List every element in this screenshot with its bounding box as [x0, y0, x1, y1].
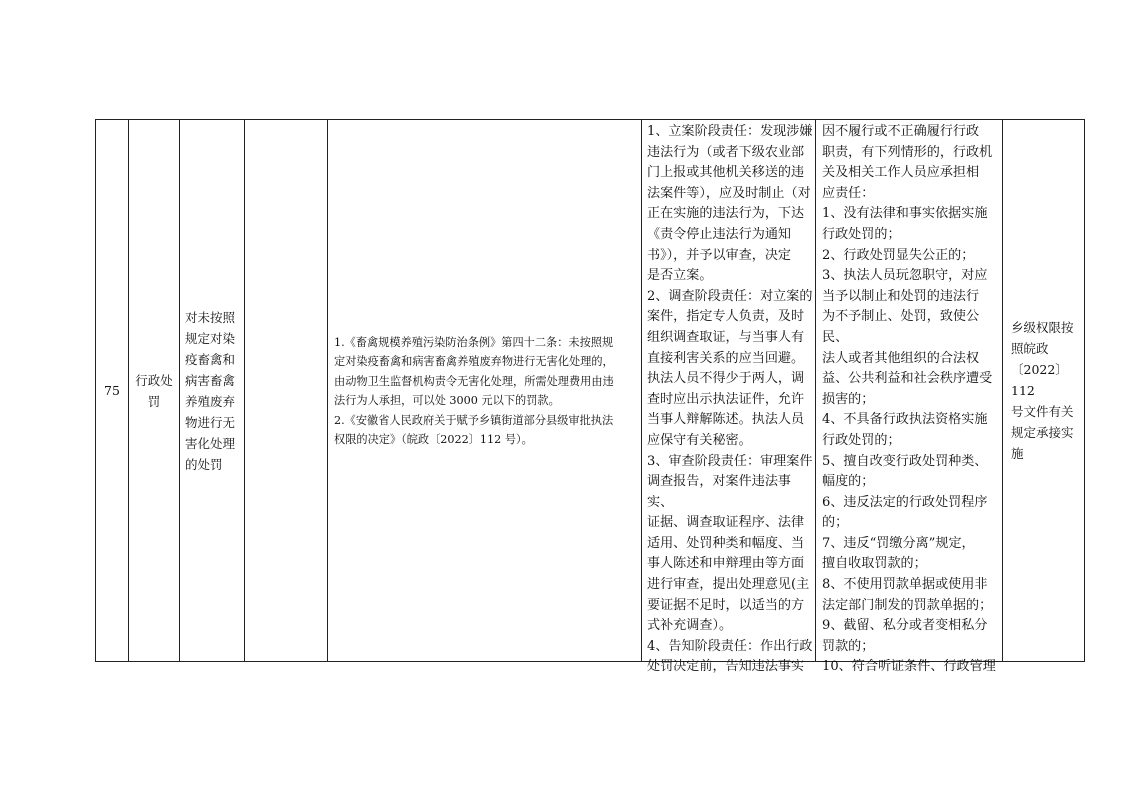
item-cell [180, 120, 244, 661]
remarks-cell [1003, 120, 1085, 661]
responsibility-text: 1、立案阶段责任：发现涉嫌 违法行为（或者下级农业部 门上报或其他机关移送的违 法案件等），应及时制止（对 正在实施的违法行为，下达 《责令停止违法行为通知 书》），并予以审查，决定 是否立案。 2、调查阶段责任：对立案的 案件，指定专人负责，及时 组织调查取证，与当事人有 直接利害关系的应当回避。 执法人员不得少于两人，调 查时应出示执法证件，允许 当事人辩解陈述。执法人员 应保守有关秘密。 3、审查阶段责任：审理案件 调查报告，对案件违法事实、 证据、调查取证程序、法律 适用、处罚种类和幅度、当 事人陈述和申辩理由等方面 进行审查，提出处理意见(主 要证据不足时，以适当的方 式补充调查）。 4、告知阶段责任：作出行政 处罚决定前，告知违法事实 [647, 124, 813, 675]
accountability-cell [816, 120, 1002, 675]
sub-item-cell [245, 120, 327, 661]
legal-basis-text: 1.《畜禽规模养殖污染防治条例》第四十二条：未按照规 定对染疫畜禽和病害畜禽养殖废弃物进行无害化处理的， 由动物卫生监督机构责令无害化处理，所需处理费用由违 法行为人承担，可以处 3000 元以下的罚款。 2.《安徽省人民政府关于赋予乡镇街道部分县级审批执法 权限的决定》（皖政〔2022〕112 号）。 [334, 335, 614, 446]
category-cell [129, 120, 179, 661]
responsibility-cell [642, 120, 815, 675]
row-number-cell [96, 120, 128, 661]
row-number: 75 [104, 383, 120, 398]
category-text: 行政处 罚 [135, 372, 173, 409]
basis-cell [328, 120, 641, 661]
accountability-text: 因不履行或不正确履行行政 职责，有下列情形的，行政机 关及相关工作人员应承担相 应责任： 1、没有法律和事实依据实施 行政处罚的； 2、行政处罚显失公正的； 3、执法人员玩忽职守，对应 当予以制止和处罚的违法行 为不予制止、处罚，致使公民、 法人或者其他组织的合法权 益、公共利益和社会秩序遭受 损害的； 4、不具备行政执法资格实施 行政处罚的； 5、擅自改变行政处罚种类、 幅度的； 6、违反法定的行政处罚程序 的； 7、违反“罚缴分离”规定， 擅自收取罚款的； 8、不使用罚款单据或使用非 法定部门制发的罚款单据的； 9、截留、私分或者变相私分 罚款的； 10、符合听证条件、行政管理 [822, 124, 996, 675]
remarks-text: 乡级权限按 照皖政 〔2022〕112 号文件有关 规定承接实 施 [1011, 320, 1074, 461]
responsibility-table [95, 119, 1085, 675]
item-name: 对未按照 规定对染 疫畜禽和 病害畜禽 养殖废弃 物进行无 害化处理 的处罚 [185, 309, 236, 472]
